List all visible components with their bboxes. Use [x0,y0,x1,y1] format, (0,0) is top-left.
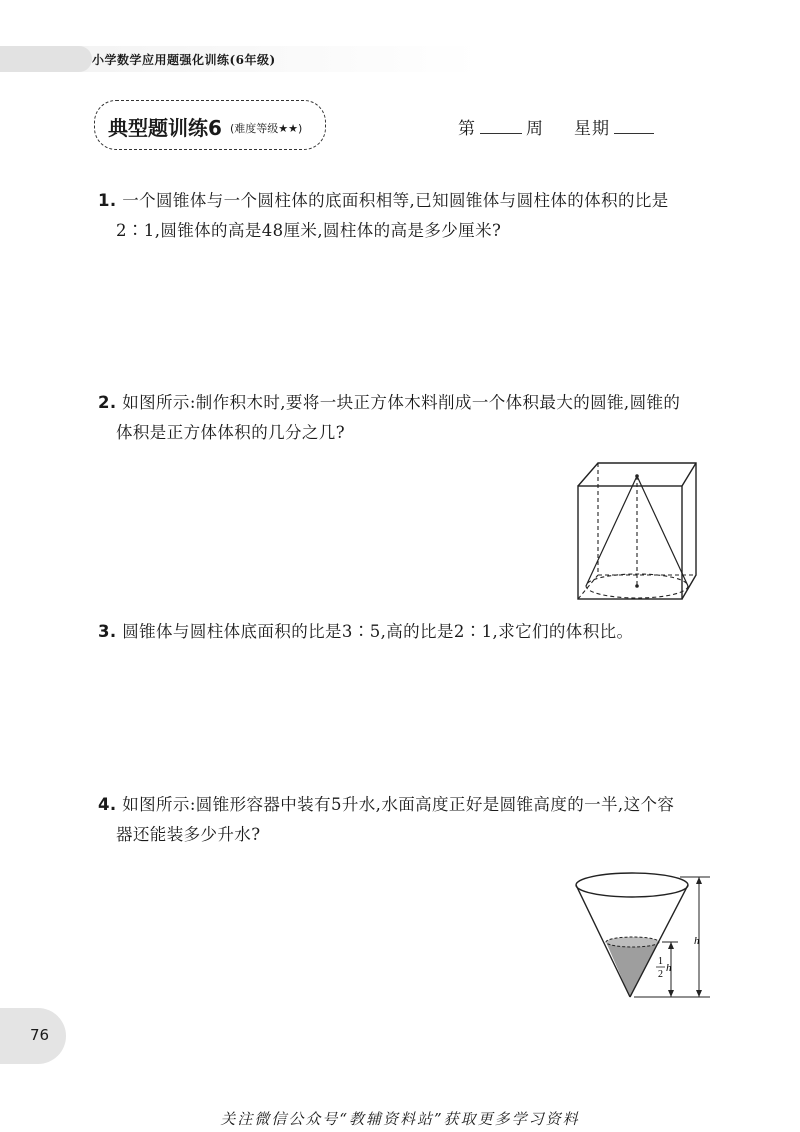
question-number: 1. [98,191,117,210]
question-text: 一个圆锥体与一个圆柱体的底面积相等,已知圆锥体与圆柱体的体积的比是 [122,191,669,210]
section-title: 典型题训练6 [108,116,222,140]
question-text-line2: 2∶1,圆锥体的高是48厘米,圆柱体的高是多少厘米? [116,221,502,240]
question-text: 如图所示:制作积木时,要将一块正方体木料削成一个体积最大的圆锥,圆锥的 [122,393,681,412]
question-1 [98,186,710,246]
week-label-before: 第 [458,119,476,139]
week-day-line [458,114,658,139]
center-point [635,584,639,588]
water-fill [606,942,659,997]
question-text-line2: 器还能装多少升水? [116,825,261,844]
question-text-line2: 体积是正方体体积的几分之几? [116,423,345,442]
question-text: 如图所示:圆锥形容器中装有5升水,水面高度正好是圆锥高度的一半,这个容 [122,795,675,814]
question-2 [98,388,710,448]
half-numerator: 1 [658,956,663,967]
footer-note: 关注微信公众号“教辅资料站”获取更多学习资料 [220,1110,580,1128]
book-title: 小学数学应用题强化训练(6年级) [92,53,276,67]
question-4 [98,790,710,850]
half-height-label: h [666,962,672,974]
week-label-after: 周 [526,119,544,139]
cube-cone-figure [572,458,702,608]
week-blank [480,119,522,134]
cone-container-figure [568,866,718,1006]
difficulty-label: (难度等级★★) [230,122,303,135]
height-label: h [694,935,700,947]
apex-point [635,474,639,478]
question-text: 圆锥体与圆柱体底面积的比是3∶5,高的比是2∶1,求它们的体积比。 [122,622,634,641]
question-3 [98,617,710,647]
half-denominator: 2 [658,969,663,980]
weekday-blank [614,119,654,134]
question-number: 2. [98,393,117,412]
water-surface [606,937,659,947]
question-number: 4. [98,795,117,814]
question-number: 3. [98,622,117,641]
page-number: 76 [30,1026,50,1044]
weekday-label: 星期 [574,119,610,139]
